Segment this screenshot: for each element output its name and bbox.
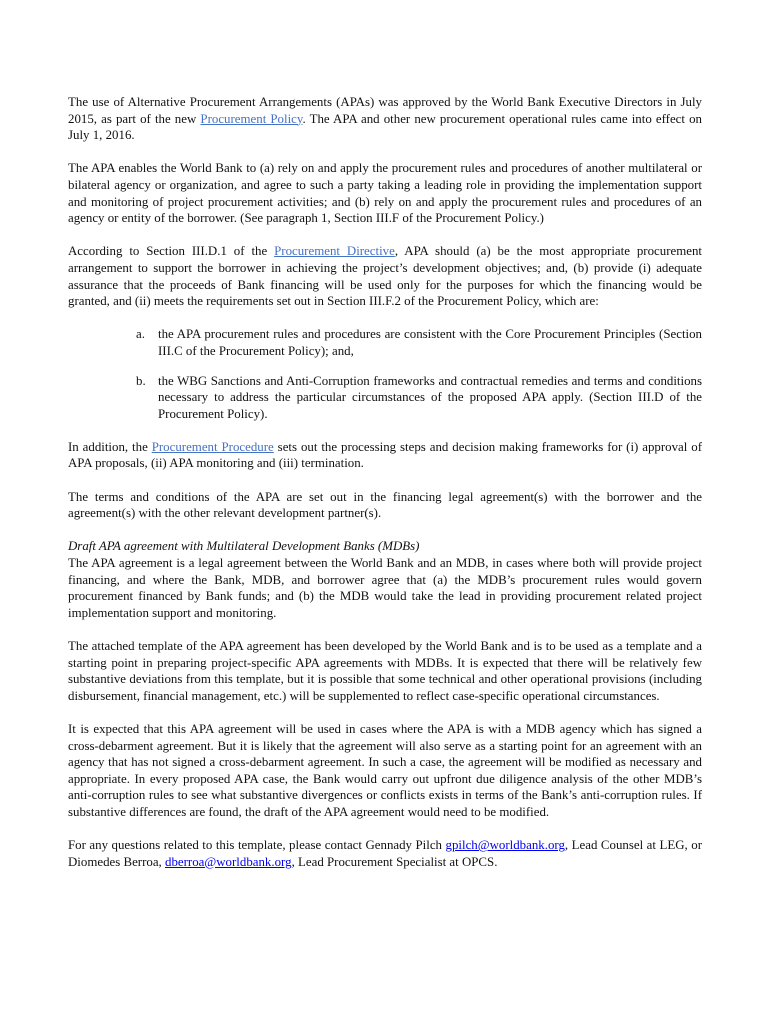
paragraph-contacts: For any questions related to this template, please contact Gennady Pilch gpilch@worldbank.org, Lead Counsel at LEG, or Diomedes Berroa, dberroa@worldbank.org, Lead Procurement Specialist at OPCS. — [68, 838, 702, 869]
email-link-gpilch[interactable]: gpilch@worldbank.org — [445, 838, 565, 853]
list-item — [68, 373, 702, 423]
list-marker: b. — [136, 373, 146, 388]
email-link-dberroa[interactable]: dberroa@worldbank.org — [165, 854, 292, 869]
procurement-procedure-link[interactable]: Procurement Procedure — [151, 439, 274, 454]
document-page — [68, 94, 702, 887]
paragraph-cross-debarment: It is expected that this APA agreement will be used in cases where the APA is with a MDB agency which has signed a cross-debarment agreement. But it is likely that the agreement will also serve as a starting point for an agreement with an agency that has not signed a cross-debarment agreement. In such a case, the agreement will be modified as necessary and appropriate. In every proposed APA case, the Bank would carry out upfront due diligence analysis of the other MDB’s anti-corruption rules to see what substantive divergences or conflicts exists in terms of the Bank’s anti-corruption rules. If substantive differences are found, the draft of the APA agreement would need to be modified. — [68, 721, 702, 819]
section-heading: Draft APA agreement with Multilateral Development Banks (MDBs) — [68, 539, 420, 554]
paragraph-apa-enables: The APA enables the World Bank to (a) rely on and apply the procurement rules and procedures of another multilateral or bilateral agency or organization, and agree to such a party taking a leading role in providing the implementation support and monitoring of project procurement activities; and (b) rely on and apply the procurement rules and procedures of an agency or entity of the borrower. (See paragraph 1, Section III.F of the Procurement Policy.) — [68, 161, 702, 226]
list-marker: a. — [136, 327, 145, 342]
procurement-directive-link[interactable]: Procurement Directive — [274, 244, 395, 259]
paragraph-procurement-directive: According to Section III.D.1 of the Procurement Directive, APA should (a) be the most appropriate procurement arrangement to support the borrower in achieving the project’s development objectives; and, (b) provide (i) adequate assurance that the proceeds of Bank financing will be used only for the purposes for which the financing would be granted, and (ii) meets the requirements set out in Section III.F.2 of the Procurement Policy, which are: — [68, 244, 702, 309]
paragraph-terms-conditions: The terms and conditions of the APA are set out in the financing legal agreement(s) with the borrower and the agreement(s) with the other relevant development partner(s). — [68, 489, 702, 521]
list-item-text: the APA procurement rules and procedures are consistent with the Core Procurement Principles (Section III.C of the Procurement Policy); and, — [158, 327, 702, 358]
paragraph-apa-approval: The use of Alternative Procurement Arrangements (APAs) was approved by the World Bank Executive Directors in July 2015, as part of the new Procurement Policy. The APA and other new procurement operational rules came into effect on July 1, 2016. — [68, 95, 702, 143]
paragraph-procurement-procedure: In addition, the Procurement Procedure sets out the processing steps and decision making frameworks for (i) approval of APA proposals, (ii) APA monitoring and (iii) termination. — [68, 439, 703, 471]
paragraph-attached-template: The attached template of the APA agreement has been developed by the World Bank and is to be used as a template and a starting point in preparing project-specific APA agreements with MDBs. It is expected that there will be relatively few substantive deviations from this template, but it is possible that some technical and other operational provisions (including disbursement, financial management, etc.) will be supplemented to reflect case-specific operational circumstances. — [68, 639, 702, 703]
paragraph-apa-legal-agreement: The APA agreement is a legal agreement between the World Bank and an MDB, in cases where both will provide project financing, and where the Bank, MDB, and borrower agree that (a) the MDB’s procurement rules would govern procurement financed by Bank funds; and (b) the MDB would take the lead in providing procurement related project implementation support and monitoring. — [68, 556, 702, 620]
list-item — [68, 326, 702, 359]
requirements-list — [68, 326, 702, 422]
list-item-text: the WBG Sanctions and Anti-Corruption frameworks and contractual remedies and terms and conditions necessary to address the particular circumstances of the proposed APA apply. (Section III.D of the Procurement Policy). — [158, 373, 702, 421]
procurement-policy-link[interactable]: Procurement Policy — [200, 111, 303, 126]
